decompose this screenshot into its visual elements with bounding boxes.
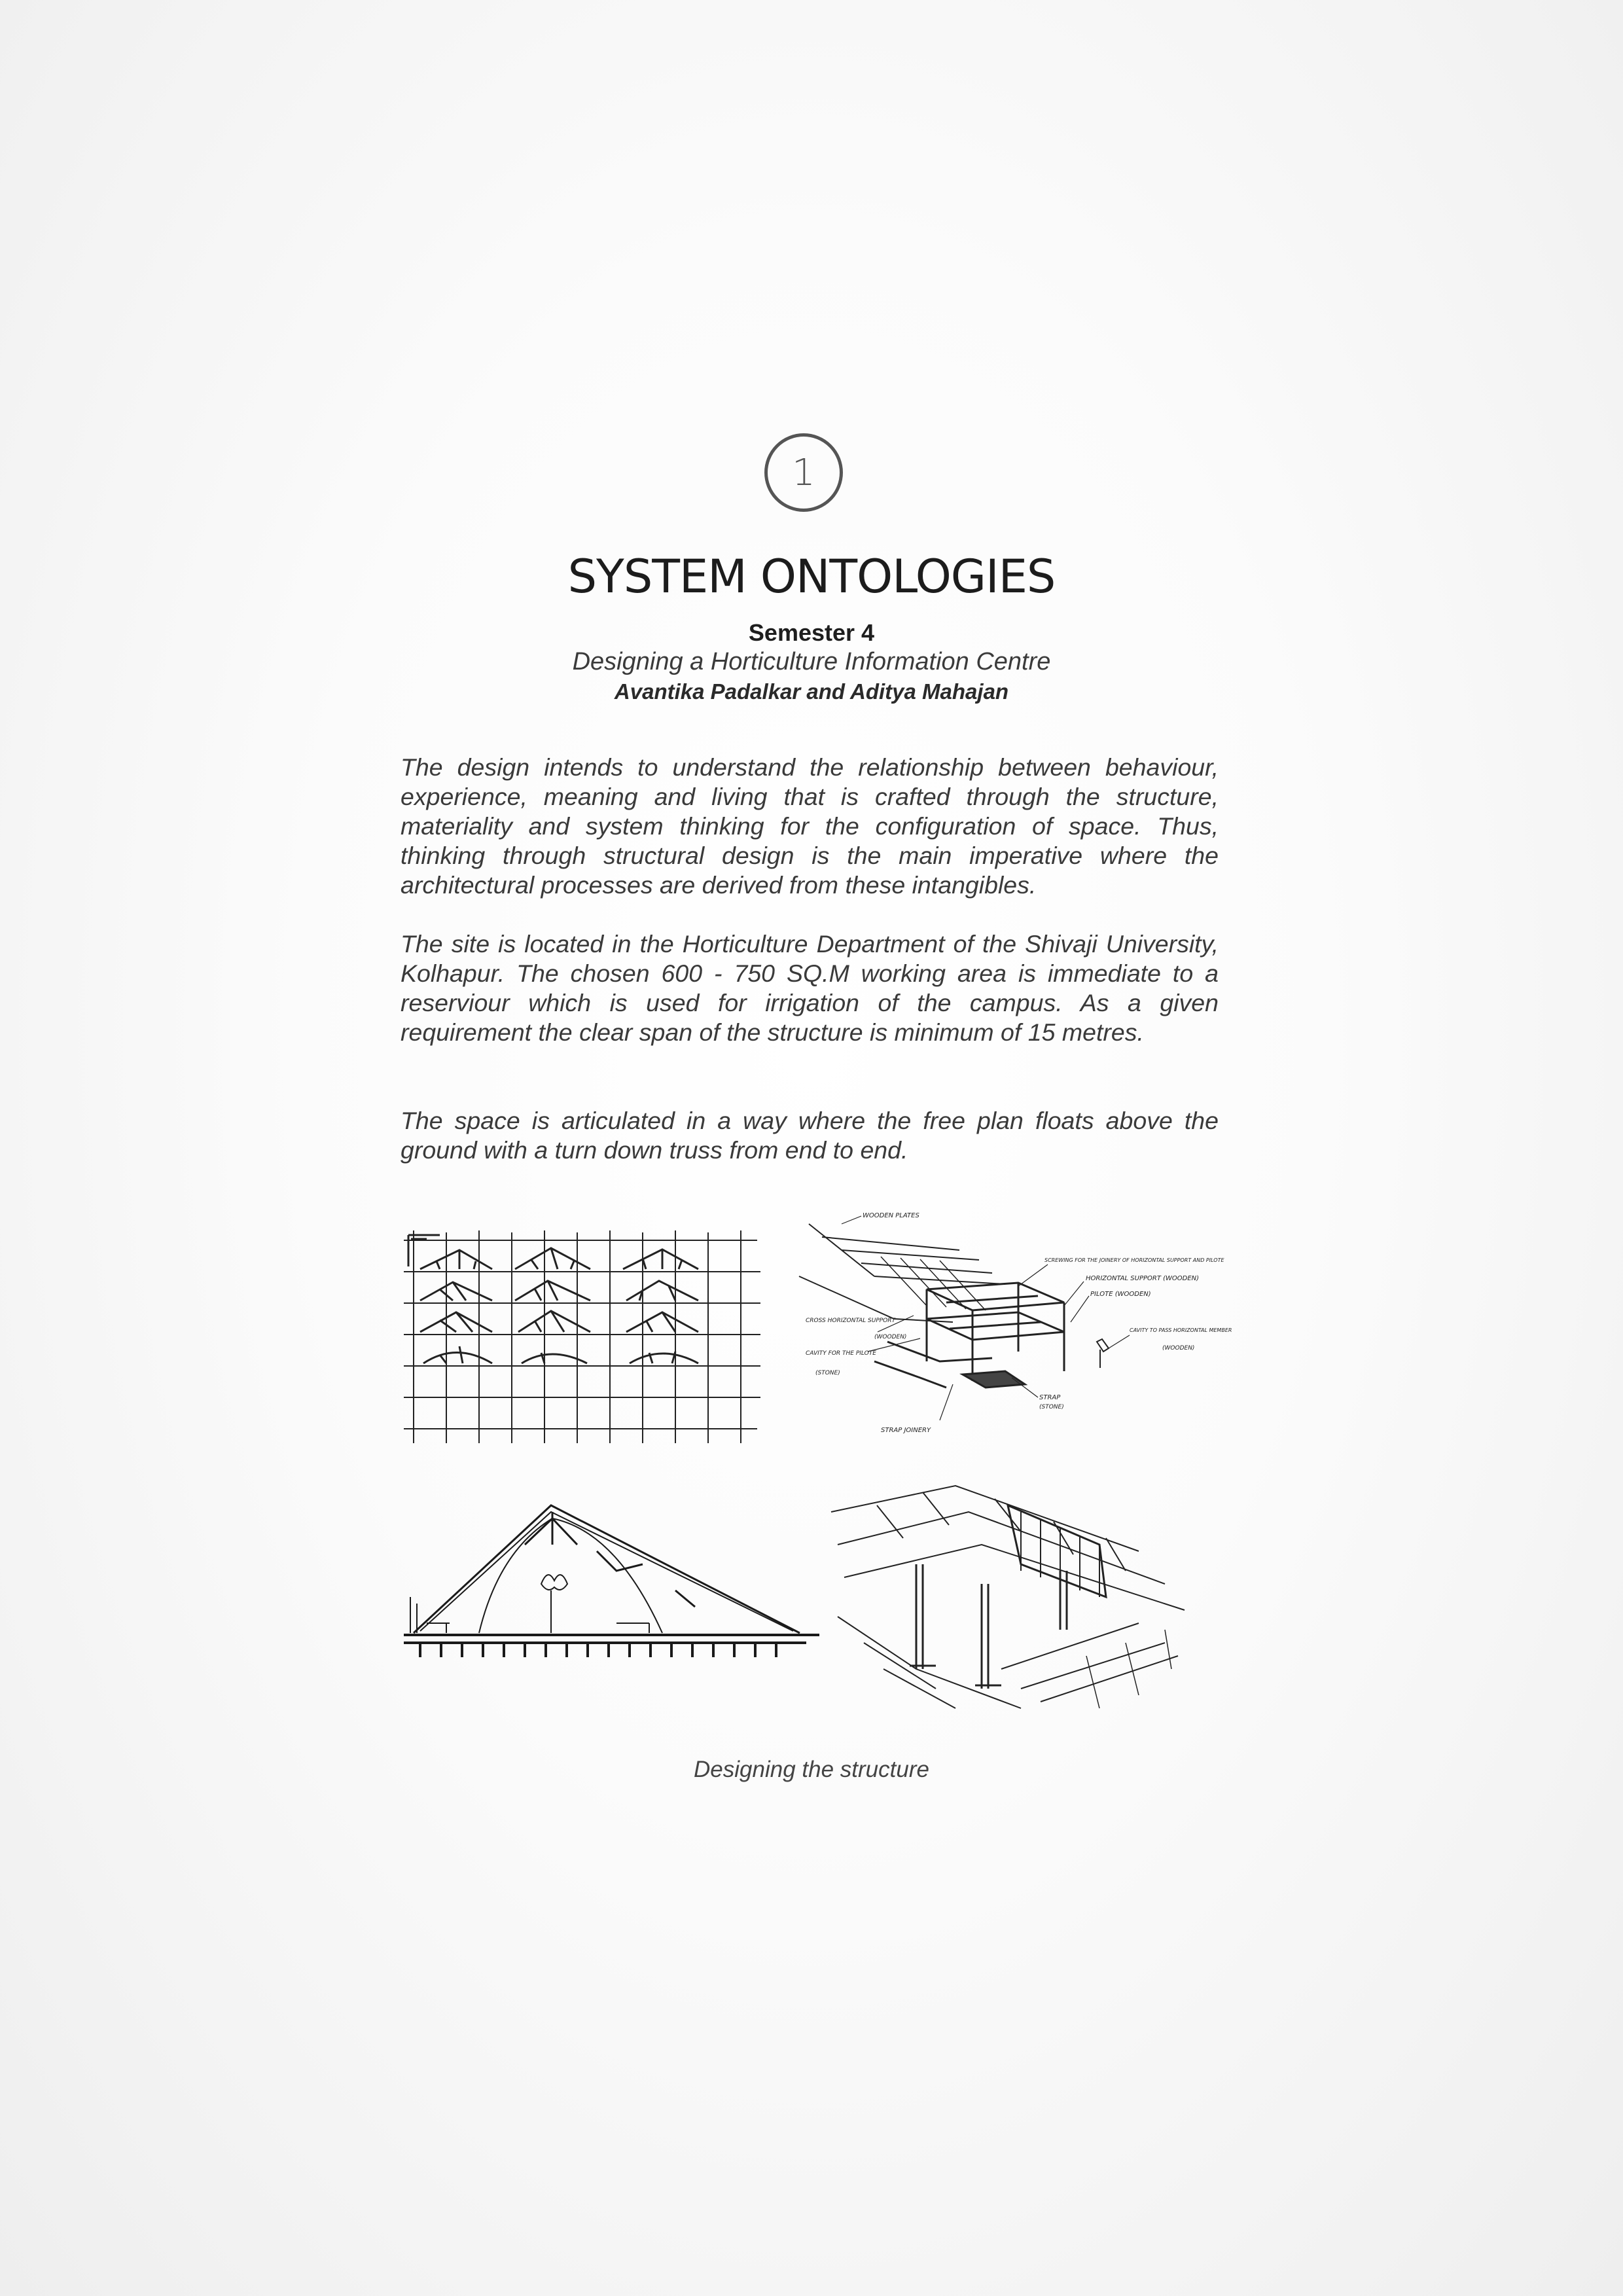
label-cavity-pilote: CAVITY FOR THE PILOTE bbox=[806, 1350, 876, 1357]
page-number: 1 bbox=[792, 451, 815, 494]
label-strap: STRAP bbox=[1039, 1394, 1061, 1401]
body-paragraph-intent: The design intends to understand the relationship between behaviour, experience, meaning and living that is crafted through the structure, materiality and system thinking for the configuration of space. Thus, thinking through structural design is the main imperative where the architectural processes are derived from these intangibles. bbox=[401, 753, 1219, 899]
figure-caption: Designing the structure bbox=[694, 1757, 929, 1782]
sketch-grid-lines bbox=[404, 1230, 760, 1443]
pilote-detail bbox=[1097, 1339, 1109, 1368]
label-strap-joinery: STRAP JOINERY bbox=[881, 1427, 931, 1434]
perspective-sketch bbox=[825, 1473, 1191, 1721]
label-member-wooden: (WOODEN) bbox=[1162, 1345, 1195, 1352]
label-strap-stone: (STONE) bbox=[1039, 1404, 1064, 1410]
body-paragraph-site: The site is located in the Horticulture Department of the Shivaji University, Kolhapur. The chosen 600 - 750 SQ.M working area is immediate to a reserviour which is used for irrigation of the campus. As a given requirement the clear span of the structure is minimum of 15 metres. bbox=[401, 930, 1219, 1046]
truss-grid-sketch bbox=[401, 1227, 767, 1453]
joinery-detail-sketch bbox=[796, 1211, 1241, 1453]
label-wooden-plates: WOODEN PLATES bbox=[863, 1212, 919, 1219]
project-subtitle: Designing a Horticulture Information Centre bbox=[572, 648, 1051, 675]
label-horizontal-support: HORIZONTAL SUPPORT (WOODEN) bbox=[1086, 1275, 1200, 1282]
section-roof-truss bbox=[414, 1505, 800, 1633]
body-paragraph-space: The space is articulated in a way where the free plan floats above the ground with a turn down truss from end to end. bbox=[401, 1107, 1219, 1164]
page-number-badge bbox=[764, 433, 843, 512]
perspective-ground bbox=[838, 1617, 1178, 1708]
label-cavity-stone: (STONE) bbox=[815, 1370, 840, 1376]
page-title: SYSTEM ONTOLOGIES bbox=[567, 550, 1056, 603]
perspective-roof bbox=[831, 1486, 1185, 1610]
label-pilote: PILOTE (WOODEN) bbox=[1090, 1291, 1151, 1298]
semester-label: Semester 4 bbox=[748, 619, 875, 646]
authors-line: Avantika Padalkar and Aditya Mahajan bbox=[614, 679, 1009, 704]
perspective-columns bbox=[910, 1564, 1067, 1689]
section-base bbox=[404, 1597, 819, 1657]
truss-studies bbox=[420, 1248, 698, 1363]
section-sketch bbox=[401, 1492, 832, 1662]
label-cavity-member: CAVITY TO PASS HORIZONTAL MEMBER bbox=[1130, 1327, 1232, 1333]
section-tree bbox=[541, 1575, 567, 1633]
label-screwing: SCREWING FOR THE JOINERY OF HORIZONTAL SUPPORT AND PILOTE bbox=[1044, 1257, 1224, 1263]
wooden-plates-drawing bbox=[799, 1224, 1005, 1322]
label-cross-horizontal: CROSS HORIZONTAL SUPPORT bbox=[806, 1318, 896, 1324]
label-cross-wooden: (WOODEN) bbox=[874, 1334, 907, 1340]
